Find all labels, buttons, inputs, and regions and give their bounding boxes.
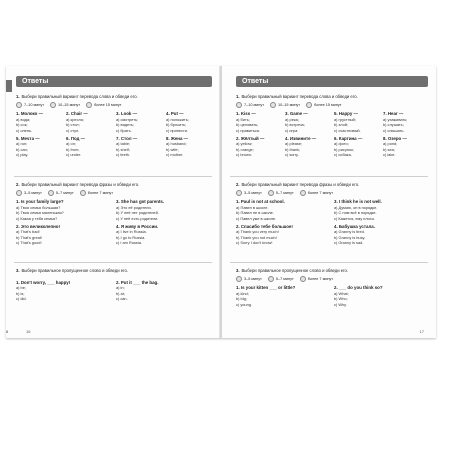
right-section-3: 3. Выбери правильное пропущенное слово и обведи его. 3–5 минут 5–7 минут более 7 минут 1. Is your kitten ___ or little? a) kind; b) big; c) young. 2. ___ do you think so? a) What; b) Who; c) Why. [236, 268, 428, 308]
question: 6. Картина — a) фото; b) рисунок; c) собака. [334, 135, 363, 158]
question: 4. Извините — a) please; b) thank; c) sorry. [285, 135, 317, 158]
question: 2. Жёлтый — a) yellow; b) orange; c) brown. [236, 135, 265, 158]
question: 2. Chair — a) кресло; b) стол; c) стул. [66, 111, 88, 133]
question: 8. Озеро — a) pond; b) sea; c) lake. [383, 135, 407, 158]
left-section-3: 3. Выбери правильное пропущенное слово и обведи его. 1. Don't worry, ___ happy! a) be; b) is; c) did. 2. Put it ___ the bag. a) in; b) at; c) can. [16, 268, 212, 302]
question: 1. Is your kitten ___ or little? a) kind; b) big; c) young. [236, 285, 296, 307]
page-number: 16 [26, 329, 31, 334]
question: 6. Под — a) on; b) from; c) under. [66, 135, 86, 158]
page-number: 17 [419, 329, 424, 334]
right-section-1: 1. Выбери правильный вариант перевода слова и обведи его. 7–10 минут 10–15 минут более 15 минут 1. Kiss — a) бить; b) целовать; c) нравиться. 3. Game — a) река; b) встреча; c) игра. 5. Happy — a) грустный; b) злой; c) счастливый. 7. Hear — a) ухаживать; b) слушать; c) слышать. 2. Жёлтый — a) yellow; b) orange; c) brown. 4. Извините — a) please; b) thank; c) sorry. 6. Картина — a) фото; b) рисунок; c) собака. 8. Озеро — a) pond; b) sea; c) lake. [236, 94, 428, 158]
instruction: Выбери правильное пропущенное слово и обведи его. [21, 268, 128, 273]
right-header: Ответы [236, 76, 428, 87]
page-edge-tab [6, 80, 12, 92]
question: 1. Молоко — a) вода; b) сок; c) олень. [16, 111, 43, 133]
instruction: Выбери правильный вариант перевода слова и обведи его. [241, 94, 358, 99]
instruction: Выбери правильный вариант перевода фразы и обведи его. [21, 182, 140, 187]
section-divider [14, 262, 212, 263]
question-grid [16, 199, 212, 246]
question: 4. Я живу в России. a) I live in Russia. b) I go to Russia. c) I am Russia. [116, 223, 159, 246]
instruction: Выбери правильное пропущенное слово и обведи его. [241, 268, 348, 273]
question: 5. Happy — a) грустный; b) злой; c) счастливый. [334, 111, 361, 133]
question-grid [236, 199, 428, 246]
instruction: Выбери правильный вариант перевода фразы и обведи его. [241, 182, 360, 187]
question: 8. Жена — a) husband; b) wife; c) mother. [166, 135, 188, 158]
question: 2. Это великолепно! a) That's bad! b) That's great! c) That's good! [16, 223, 60, 246]
section-divider [230, 262, 428, 263]
question: 1. Kiss — a) бить; b) целовать; c) нравиться. [236, 111, 260, 133]
question: 4. Put — a) положить; b) бросить; c) принести. [166, 111, 189, 133]
question-grid [16, 111, 212, 158]
question: 1. Don't worry, ___ happy! a) be; b) is; c) did. [16, 279, 71, 302]
question: 4. Бабушка устала. a) Granny is tired. b) Granny is busy. c) Granny is sad. [334, 223, 375, 246]
right-page [222, 66, 436, 338]
question: 7. Hear — a) ухаживать; b) слушать; c) слышать. [383, 111, 408, 133]
timer-row: 7–10 минут 10–15 минут более 15 минут [16, 102, 212, 109]
question: 2. ___ do you think so? a) What; b) Who; c) Why. [334, 285, 383, 307]
timer-row: 3–5 минут 5–7 минут более 7 минут [236, 190, 428, 197]
question: 3. I think he is not well. a) Думаю, он в порядке. b) С ним всё в порядке. c) Кажется, ему плохо. [334, 199, 382, 221]
question-grid [236, 111, 428, 158]
question: 1. Paul is not at school. a) Павел в школе. b) Павел не в школе. c) Павел уже в школе. [236, 199, 285, 221]
question: 7. Стол — a) table; b) shelf; c) teeth. [116, 135, 138, 158]
left-header: Ответы [16, 76, 212, 87]
timer-row: 3–5 минут 5–7 минут более 7 минут [16, 190, 212, 197]
section-divider [14, 176, 212, 177]
timer-row: 7–10 минут 10–15 минут более 15 минут [236, 102, 428, 109]
edge-number: 8 [6, 329, 9, 334]
book-spread [6, 66, 436, 338]
question: 3. Game — a) река; b) встреча; c) игра. [285, 111, 308, 133]
timer-row: 3–5 минут 5–7 минут более 7 минут [236, 276, 428, 283]
question: 2. Спасибо тебе большое! a) Thank you very much! b) Thank you not much! c) Sorry I don't know! [236, 223, 293, 246]
question: 2. Put it ___ the bag. a) in; b) at; c) can. [116, 279, 159, 302]
right-section-2: 2. Выбери правильный вариант перевода фразы и обведи его. 3–5 минут 5–7 минут более 7 минут 1. Paul is not at school. a) Павел в школе. b) Павел не в школе. c) Павел уже в школе. 3. I think he is not well. a) Думаю, он в порядке. b) С ним всё в порядке. c) Кажется, ему плохо. 2. Спасибо тебе большое! a) Thank you very much! b) Thank you not much! c) Sorry I don't know! 4. Бабушка устала. a) Granny is tired. b) Granny is busy. c) Granny is sad. [236, 182, 428, 246]
question-grid [236, 285, 428, 307]
instruction: Выбери правильный вариант перевода слова и обведи его. [21, 94, 138, 99]
section-divider [230, 176, 428, 177]
question: 3. She has got parents. a) Это её родители. b) У неё нет родителей. c) У неё есть родители. [116, 199, 165, 221]
left-section-2: 2. Выбери правильный вариант перевода фразы и обведи его. 3–5 минут 5–7 минут более 7 минут 1. Is your family large? a) Твоя семья большая? b) Твоя семья маленькая? c) Какая у тебя семья? 3. She has got parents. a) Это её родители. b) У неё нет родителей. c) У неё есть родители. 2. Это великолепно! a) That's bad! b) That's great! c) That's good! 4. Я живу в России. a) I live in Russia. b) I go to Russia. c) I am Russia. [16, 182, 212, 246]
left-section-1: 1. Выбери правильный вариант перевода слова и обведи его. 7–10 минут 10–15 минут более 15 минут 1. Молоко — a) вода; b) сок; c) олень. 2. Chair — a) кресло; b) стол; c) стул. 3. Look — a) смотреть; b) видеть; c) брать. 4. Put — a) положить; b) бросить; c) принести. 5. Мечта — a) run; b) can; c) play. 6. Под — a) on; b) from; c) under. 7. Стол — a) table; b) shelf; c) teeth. 8. Жена — a) husband; b) wife; c) mother. [16, 94, 212, 158]
question: 1. Is your family large? a) Твоя семья большая? b) Твоя семья маленькая? c) Какая у тебя семья? [16, 199, 64, 221]
question: 3. Look — a) смотреть; b) видеть; c) брать. [116, 111, 139, 133]
question-grid [16, 280, 212, 302]
question: 5. Мечта — a) run; b) can; c) play. [16, 135, 40, 158]
left-page [6, 66, 220, 338]
